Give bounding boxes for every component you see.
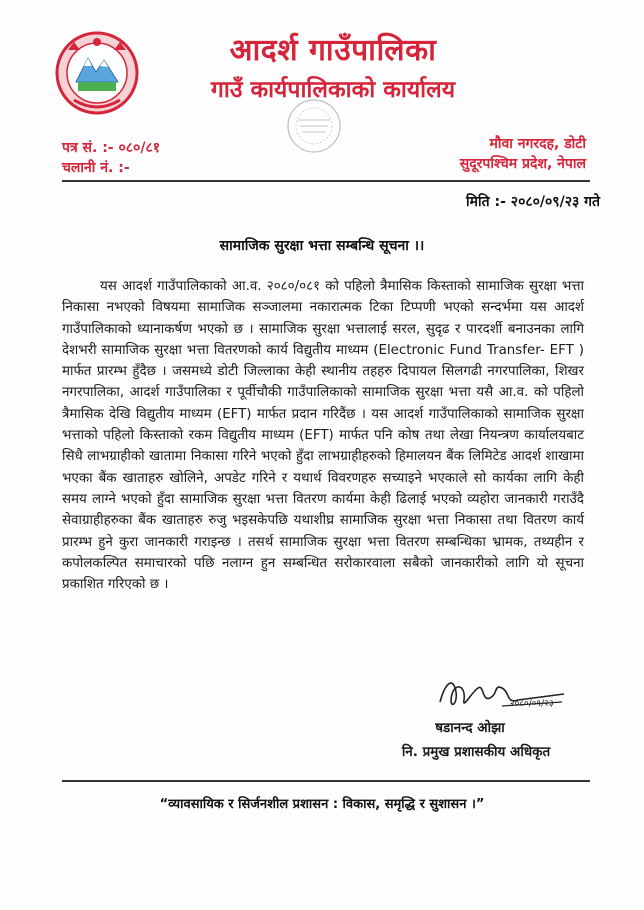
office-title: आदर्श गाउँपालिका bbox=[229, 33, 437, 68]
header-divider bbox=[62, 180, 590, 182]
office-seal-icon bbox=[270, 96, 358, 156]
office-subtitle: गाउँ कार्यपालिकाको कार्यालय bbox=[210, 77, 456, 103]
nepal-emblem-icon bbox=[54, 30, 140, 116]
address-location: मौवा नगरदह, डोटी bbox=[489, 136, 586, 152]
notice-subject: सामाजिक सुरक्षा भत्ता सम्बन्धि सूचना ।। bbox=[219, 238, 425, 254]
footer-divider bbox=[62, 780, 590, 782]
address-block bbox=[460, 134, 586, 174]
address-province: सुदूरपश्चिम प्रदेश, नेपाल bbox=[459, 156, 586, 172]
svg-text:२०८०/०९/२३: २०८०/०९/२३ bbox=[510, 699, 554, 709]
signatory-name: षडानन्द ओझा bbox=[435, 720, 505, 736]
body-paragraph: यस आदर्श गाउँपालिकाको आ.व. २०८०/०८१ को पहिलो त्रैमासिक किस्ताको सामाजिक सुरक्षा भत्ता निकासा नभएको विषयमा सामाजिक सञ्जालमा नकारात्मक टिका टिप्पणी भएको सन्दर्भमा यस आदर्श गाउँपालिकाको ध्यानाकर्षण भएको छ । सामाजिक सुरक्षा भत्तालाई सरल, सुदृढ र पारदर्शी बनाउनका लागि देशभरी सामाजिक सुरक्षा भत्ता वितरणको कार्य विद्युतीय माध्यम (Electronic Fund Transfer- EFT ) मार्फत प्रारम्भ हुँदैछ । जसमध्ये डोटी जिल्लाका केही स्थानीय तहहरु दिपायल सिलगढी नगरपालिका, शिखर नगरपालिका, आदर्श गाउँपालिका र पूर्वीचौकी गाउँपालिकाको सामाजिक सुरक्षा भत्ता यसै आ.व. को पहिलो त्रैमासिक देखि विद्युतीय माध्यम (EFT) मार्फत प्रदान गरिदैंछ । यस आदर्श गाउँपालिकाको सामाजिक सुरक्षा भत्ताको पहिलो किस्ताको रकम विद्युतीय माध्यम (EFT) मार्फत पनि कोष तथा लेखा नियन्त्रण कार्यालयबाट सिधै लाभग्राहीको खातामा निकासा गरिने भएको हुँदा लाभग्राहीहरुको हिमालयन बैंक लिमिटेड आदर्श शाखामा भएका बैंक खाताहरु खोलिने, अपडेट गरिने र यथार्थ विवरणहरु सच्याइने भएकाले सो कार्यका लागि केही समय लाग्ने भएको हुँदा सामाजिक सुरक्षा भत्ता वितरण कार्यमा केही ढिलाई भएको व्यहोरा जानकारी गराउँदै सेवाग्राहीहरुका बैंक खाताहरु रुजु भइसकेपछि यथाशीघ्र सामाजिक सुरक्षा भत्ता निकासा तथा वितरण कार्य प्रारम्भ हुने कुरा जानकारी गराइन्छ । तसर्थ सामाजिक सुरक्षा भत्ता वितरण सम्बन्धिका भ्रामक, तथ्यहीन र कपोलकल्पित समाचारको पछि नलाग्न हुन सम्बन्धित सरोकारवाला सबैको जानकारीको लागि यो सूचना प्रकाशित गरिएको छ । bbox=[62, 279, 584, 593]
letter-number: पत्र सं. :- ०८०/८१ bbox=[62, 140, 161, 156]
office-motto: “व्यावसायिक र सिर्जनशील प्रशासन : विकास, समृद्धि र सुशासन ।” bbox=[159, 797, 485, 812]
signatory-title: नि. प्रमुख प्रशासकीय अधिकृत bbox=[401, 744, 551, 760]
letter-date: मिति :- २०८०/०९/२३ गते bbox=[466, 194, 600, 210]
notice-body bbox=[62, 276, 584, 595]
handwritten-signature bbox=[432, 672, 572, 718]
reference-block bbox=[62, 138, 160, 178]
dispatch-number: चलानी नं. :- bbox=[62, 160, 130, 176]
